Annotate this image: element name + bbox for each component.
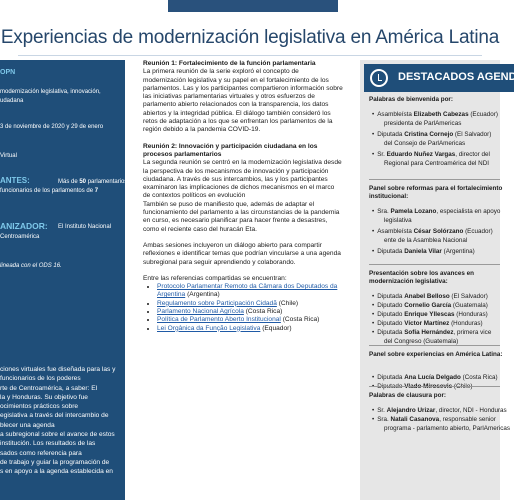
panel-item-affiliation: (El Salvador) — [449, 293, 488, 300]
left-organizer-line2: Centroamérica — [0, 234, 40, 240]
panel-item-name: Cristina Cornejo — [404, 131, 454, 138]
reunion2-body1: La segunda reunión se centró en la modernización legislativa desde la perspectiva de los mecanismos de innovación y participación ciudadana. A través de sus intercambios, las y los participantes examinaron las implicaciones de dichos mecanismos en el marco de contextos políticos en evolución — [143, 159, 342, 200]
left-paragraph-line: rte de Centroamérica, a saber: El — [0, 384, 98, 392]
reference-item: • Parlamento Nacional Agrícola (Costa Rica) — [157, 308, 343, 316]
panel-item-affiliation: (Ecuador) — [463, 228, 493, 235]
top-banner — [0, 0, 500, 20]
panel-item-affiliation: (Honduras) — [449, 320, 483, 327]
bullet-icon: • — [372, 111, 375, 118]
left-topic-line1: modernización legislativa, innovación, — [0, 89, 101, 95]
panel-item — [372, 383, 512, 391]
left-paragraph-line: sados como referencia para — [0, 449, 82, 457]
panel-item-role: Asambleísta — [377, 111, 414, 118]
panel-item-name: César Solórzano — [413, 228, 464, 235]
panel-item-role: Diputada — [377, 293, 405, 300]
bullet-icon: • — [372, 320, 375, 327]
bullet-icon: • — [372, 208, 375, 215]
panel-divider — [369, 264, 500, 265]
panel-item-name: Pamela Lozano — [390, 208, 437, 215]
left-topic-line2: udadana — [0, 98, 24, 104]
bullet-icon: • — [372, 407, 375, 414]
left-column — [0, 60, 133, 500]
left-organizer-label: ANIZADOR: — [0, 221, 48, 231]
panel-item — [372, 320, 512, 328]
panel-item — [372, 329, 512, 337]
left-paragraph-line: ocimientos prácticos sobre — [0, 403, 79, 411]
panel-item-name: Alejandro Urizar — [386, 407, 436, 414]
title-divider — [18, 55, 482, 56]
panel-item-name: Elizabeth Cabezas — [413, 111, 469, 118]
reunion2-body2: También se puso de manifiesto que, además de adaptar el funcionamiento del parlamento a las circunstancias de la pandemia en curso, es necesario planificar para hacer frente a desastres, como el reciente caso del huracán Eta. — [143, 200, 340, 233]
left-participants-line2: funcionarios de los parlamentos de 7 — [0, 188, 99, 194]
panel-item-name: Enrique Yllescas — [404, 311, 455, 318]
panel-item-role: Diputada — [377, 131, 405, 138]
panel-item-role: Sra. — [377, 416, 391, 423]
reunion1-body: La primera reunión de la serie exploró el concepto de modernización legislativa y su papel en el fortalecimiento de los parlamentos. Las y los participantes compartieron información sobre las iniciativas parlamentarias virtuales y otros esfuerzos de parlamento abierto relacionados con la transparencia, los datos abiertos y la integridad pública. El diálogo también consideró los retos de adaptación a los que se enfrentan los parlamentos de la región debido a la pandemia COVID-19. — [143, 68, 343, 134]
panel-divider — [369, 345, 500, 346]
reunion1-title: Reunión 1: Fortalecimiento de la función parlamentaria — [143, 60, 316, 67]
bullet-icon: • — [372, 416, 375, 423]
panel-item-affiliation: (Ecuador) — [468, 111, 498, 118]
panel-item-name: Ana Lucía Delgado — [404, 374, 461, 381]
reference-item: • Lei Orgânica da Função Legislativa (Equador) — [157, 325, 343, 333]
panel-item-role: ente de la Asamblea Nacional — [384, 237, 468, 244]
panel-item-role: Regional para Centroamérica del NDI — [384, 160, 489, 167]
left-ods-note: lineada con el ODS 16. — [0, 263, 62, 269]
left-modality: Virtual — [0, 153, 17, 159]
references-list — [143, 283, 343, 333]
panel-item-affiliation: (Honduras) — [454, 311, 488, 318]
panel-title: Palabras de bienvenida por: — [369, 96, 453, 103]
panel-item-role: Sr. — [377, 407, 387, 414]
left-paragraph-line: egislativa a través del intercambio de — [0, 412, 109, 420]
panel-item — [384, 140, 524, 148]
panel-item — [372, 302, 512, 310]
panel-item — [372, 416, 512, 424]
panel-title: Presentación sobre los avances en modernización legislativa: — [369, 270, 474, 285]
panel-item — [372, 131, 512, 139]
panel-item-role: Diputada — [377, 248, 405, 255]
reference-link[interactable]: Regulamento sobre Participación Cidadã — [157, 299, 277, 307]
reference-item: • Protocolo Parlamentar Remoto da Câmara dos Deputados da Argentina (Argentina) — [157, 283, 343, 300]
reference-link[interactable]: Política de Parlamento Aberto Institucional — [157, 316, 281, 324]
bullet-icon: • — [372, 131, 375, 138]
left-paragraph-line: a subregional sobre el avance de estos — [0, 431, 115, 439]
panel-divider — [369, 179, 500, 180]
panel-item-role: Diputado — [377, 302, 405, 309]
bullet-icon: • — [372, 151, 375, 158]
left-paragraph-line: institución. Los resultados de las — [0, 440, 96, 448]
panel-item — [372, 293, 512, 301]
bullet-icon: • — [372, 248, 375, 255]
panel-item-role: legislativa — [384, 217, 412, 224]
clock-check-icon — [370, 69, 388, 87]
panel-item-affiliation: (El Salvador) — [453, 131, 492, 138]
panel-item-role: Asambleísta — [377, 228, 414, 235]
panel-item-role: Diputado — [377, 311, 405, 318]
panel-item-role: Diputada — [377, 374, 405, 381]
reference-item: • Política de Parlamento Aberto Institucional (Costa Rica) — [157, 316, 343, 324]
reference-item: • Regulamento sobre Participación Cidadã (Chile) — [157, 300, 343, 308]
panel-title: Panel sobre experiencias en América Latina: — [369, 351, 503, 358]
left-dates: 3 de noviembre de 2020 y 29 de enero — [0, 124, 104, 130]
left-paragraph-line: s en apoyo a la agenda establecida en — [0, 468, 113, 476]
panel-item — [372, 248, 512, 256]
panel-item — [372, 311, 512, 319]
left-acronym: OPN — [0, 69, 16, 76]
bullet-icon: • — [372, 329, 375, 336]
left-paragraph-line: blecer una agenda — [0, 421, 55, 429]
panel-item — [384, 120, 524, 128]
panel-item-affiliation: , director, NDI - Honduras — [435, 407, 507, 414]
panel-title: Palabras de clausura por: — [369, 392, 446, 399]
left-paragraph — [0, 365, 130, 477]
top-banner-band — [168, 0, 338, 12]
panel-item-affiliation: , especialista en apoyo — [436, 208, 501, 215]
panel-item — [372, 374, 512, 382]
panel-item-affiliation: (Costa Rica) — [460, 374, 498, 381]
left-paragraph-line: funcionarios de los poderes — [0, 375, 81, 383]
panel-item-name: Sofía Hernández — [404, 329, 454, 336]
panel-item — [384, 425, 524, 433]
panel-item — [372, 407, 512, 415]
panel-item — [372, 208, 512, 216]
panel-item-role: Diputada — [377, 329, 405, 336]
reference-link[interactable]: Parlamento Nacional Agrícola — [157, 308, 244, 316]
panel-item — [384, 160, 524, 168]
panel-item — [372, 151, 512, 159]
left-paragraph-line: de trabajo y guiar la programación de — [0, 458, 110, 466]
panel-item-role: Diputado — [377, 320, 405, 327]
panel-item-affiliation: (Guatemala) — [451, 302, 488, 309]
panel-item-name: Cornelio García — [404, 302, 452, 309]
left-paragraph-line: ciones virtuales fue diseñada para las y — [0, 366, 116, 373]
bullet-icon: • — [372, 302, 375, 309]
panel-item-affiliation: , director del — [455, 151, 490, 158]
panel-item-name: Natali Casanova — [390, 416, 440, 423]
panel-item-role: programa - parlamento abierto, ParlAmericas — [384, 425, 510, 432]
panel-title: Panel sobre reformas para el fortalecimiento institucional: — [369, 185, 503, 200]
bullet-icon: • — [372, 374, 375, 381]
left-organizer-line1: El Instituto Nacional — [58, 224, 112, 230]
middle-column — [143, 60, 343, 333]
left-participants-label: ANTES: — [0, 176, 30, 185]
panel-item — [384, 237, 524, 245]
reference-link[interactable]: Protocolo Parlamentar Remoto da Câmara dos Deputados da Argentina — [157, 283, 338, 299]
right-column — [360, 60, 525, 500]
panel-item-role: Sra. — [377, 208, 391, 215]
panel-item-affiliation: , primera vice — [453, 329, 492, 336]
bullet-icon: • — [372, 311, 375, 318]
panel-item-name: Eduardo Nuñez Vargas — [386, 151, 456, 158]
highlights-title: DESTACADOS AGENDA — [398, 71, 525, 83]
highlights-header — [364, 64, 525, 92]
bullet-icon: • — [372, 228, 375, 235]
panel-item — [372, 228, 512, 236]
references-intro: Entre las referencias compartidas se encuentran: — [143, 274, 287, 282]
bullet-icon: • — [372, 293, 375, 300]
panel-divider — [369, 386, 500, 387]
panel-item-role: presidenta de ParlAmericas — [384, 120, 462, 127]
reference-link[interactable]: Lei Orgânica da Função Legislativa — [157, 324, 261, 332]
panel-item-affiliation: (Argentina) — [441, 248, 475, 255]
panel-item — [384, 217, 524, 225]
panel-item — [372, 111, 512, 119]
panel-item-role: del Consejo de ParlAmericas — [384, 140, 466, 147]
panel-item-role: del Congreso (Guatemala) — [384, 338, 459, 345]
left-paragraph-line: la y Honduras. Su objetivo fue — [0, 393, 88, 401]
panel-item-affiliation: , responsable senior — [439, 416, 496, 423]
panel-item-name: Anabel Belloso — [404, 293, 450, 300]
panel-item-name: Daniela Vilar — [404, 248, 442, 255]
panel-item-name: Víctor Martínez — [404, 320, 450, 327]
left-participants-line1: Más de 50 parlamentarios y — [58, 179, 133, 185]
panel-item-role: Sr. — [377, 151, 387, 158]
page-title: Experiencias de modernización legislativa en América Latina — [0, 27, 500, 48]
reunion2-title: Reunión 2: Innovación y participación ciudadana en los procesos parlamentarios — [143, 142, 318, 158]
both-sessions-body: Ambas sesiones incluyeron un diálogo abierto para compartir reflexiones e identificar temas que podrían vincularse a una agenda subregional para seguir aprendiendo y colaborando. — [143, 241, 341, 266]
